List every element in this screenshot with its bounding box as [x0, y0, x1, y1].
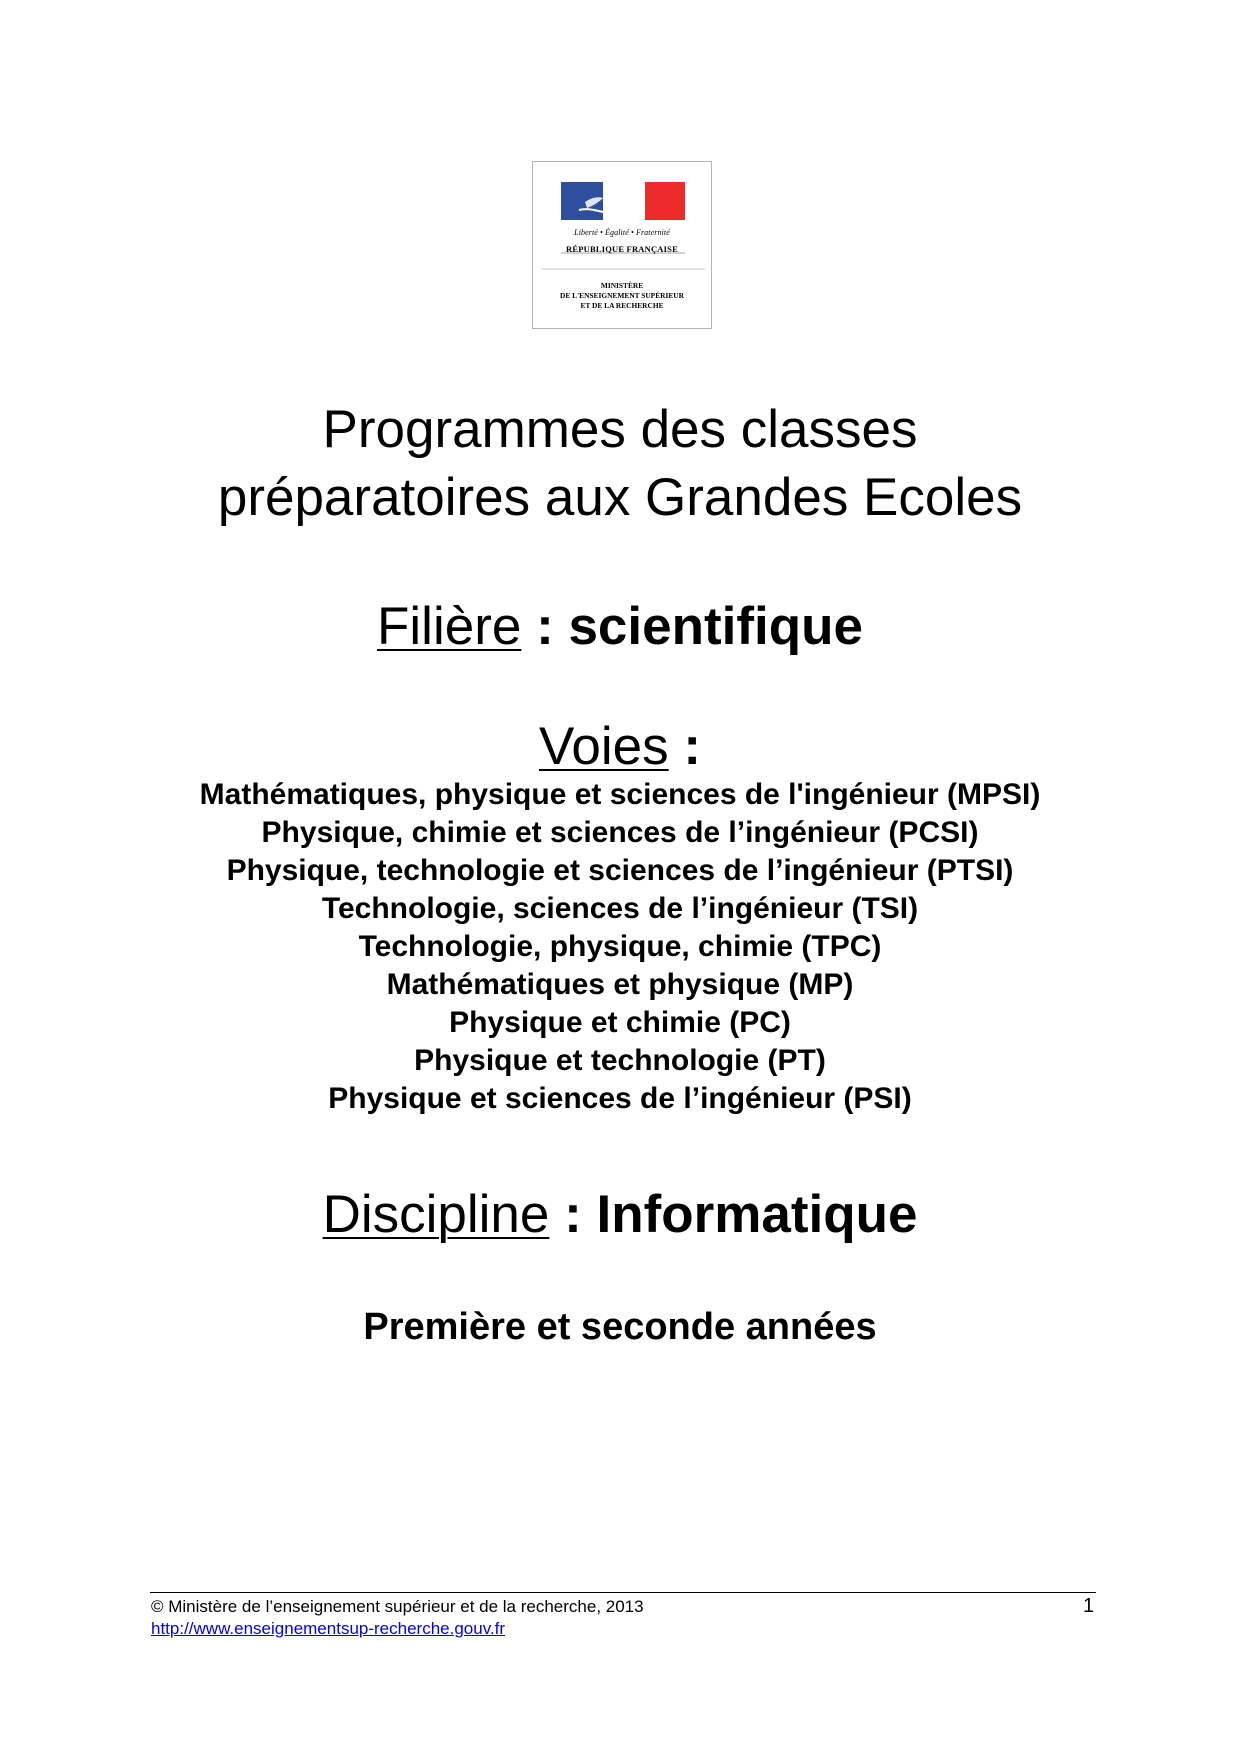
logo-ministry [535, 281, 709, 311]
voie-item: Physique, chimie et sciences de l’ingénieur (PCSI) [261, 816, 979, 849]
voies-value: : [683, 717, 702, 776]
document-title-line-1: Programmes des classes [322, 400, 918, 459]
voie-item: Physique et chimie (PC) [449, 1006, 791, 1039]
discipline-value: : Informatique [564, 1185, 918, 1244]
footer-copyright: © Ministère de l’enseignement supérieur et de la recherche, 2013 [151, 1597, 644, 1616]
footer-website-link[interactable]: http://www.enseignementsup-recherche.gouv.fr [151, 1619, 506, 1638]
logo-republic: RÉPUBLIQUE FRANÇAISE [566, 244, 678, 254]
voie-item: Mathématiques, physique et sciences de l'ingénieur (MPSI) [199, 778, 1041, 811]
discipline-heading [0, 1184, 1240, 1246]
discipline-label: Discipline [322, 1185, 550, 1244]
filiere-heading [0, 596, 1240, 658]
footer-divider [150, 1592, 1096, 1593]
voies-label: Voies [538, 717, 669, 776]
flag-red-band [645, 182, 685, 220]
voie-item: Physique et sciences de l’ingénieur (PSI) [328, 1082, 912, 1115]
logo-ministry-line: MINISTÈRE [600, 281, 644, 290]
filiere-label: Filière [377, 597, 522, 656]
voie-item: Technologie, sciences de l’ingénieur (TSI) [321, 892, 919, 925]
filiere-value: : scientifique [536, 597, 863, 656]
voie-item: Physique, technologie et sciences de l’ingénieur (PTSI) [226, 854, 1014, 887]
voies-list [0, 776, 1240, 1118]
page-number: 1 [1083, 1595, 1095, 1617]
voie-item: Technologie, physique, chimie (TPC) [358, 930, 882, 963]
logo-ministry-line: ET DE LA RECHERCHE [580, 301, 664, 310]
logo-motto: Liberté • Égalité • Fraternité [574, 228, 670, 237]
voies-heading [0, 716, 1240, 778]
document-title-line-2: préparatoires aux Grandes Ecoles [217, 468, 1023, 527]
logo-ministry-line: DE L'ENSEIGNEMENT SUPÉRIEUR [560, 291, 684, 300]
voie-item: Physique et technologie (PT) [414, 1044, 826, 1077]
voie-item: Mathématiques et physique (MP) [386, 968, 854, 1001]
ministry-logo [532, 161, 712, 329]
years-subtitle: Première et seconde années [363, 1306, 877, 1348]
